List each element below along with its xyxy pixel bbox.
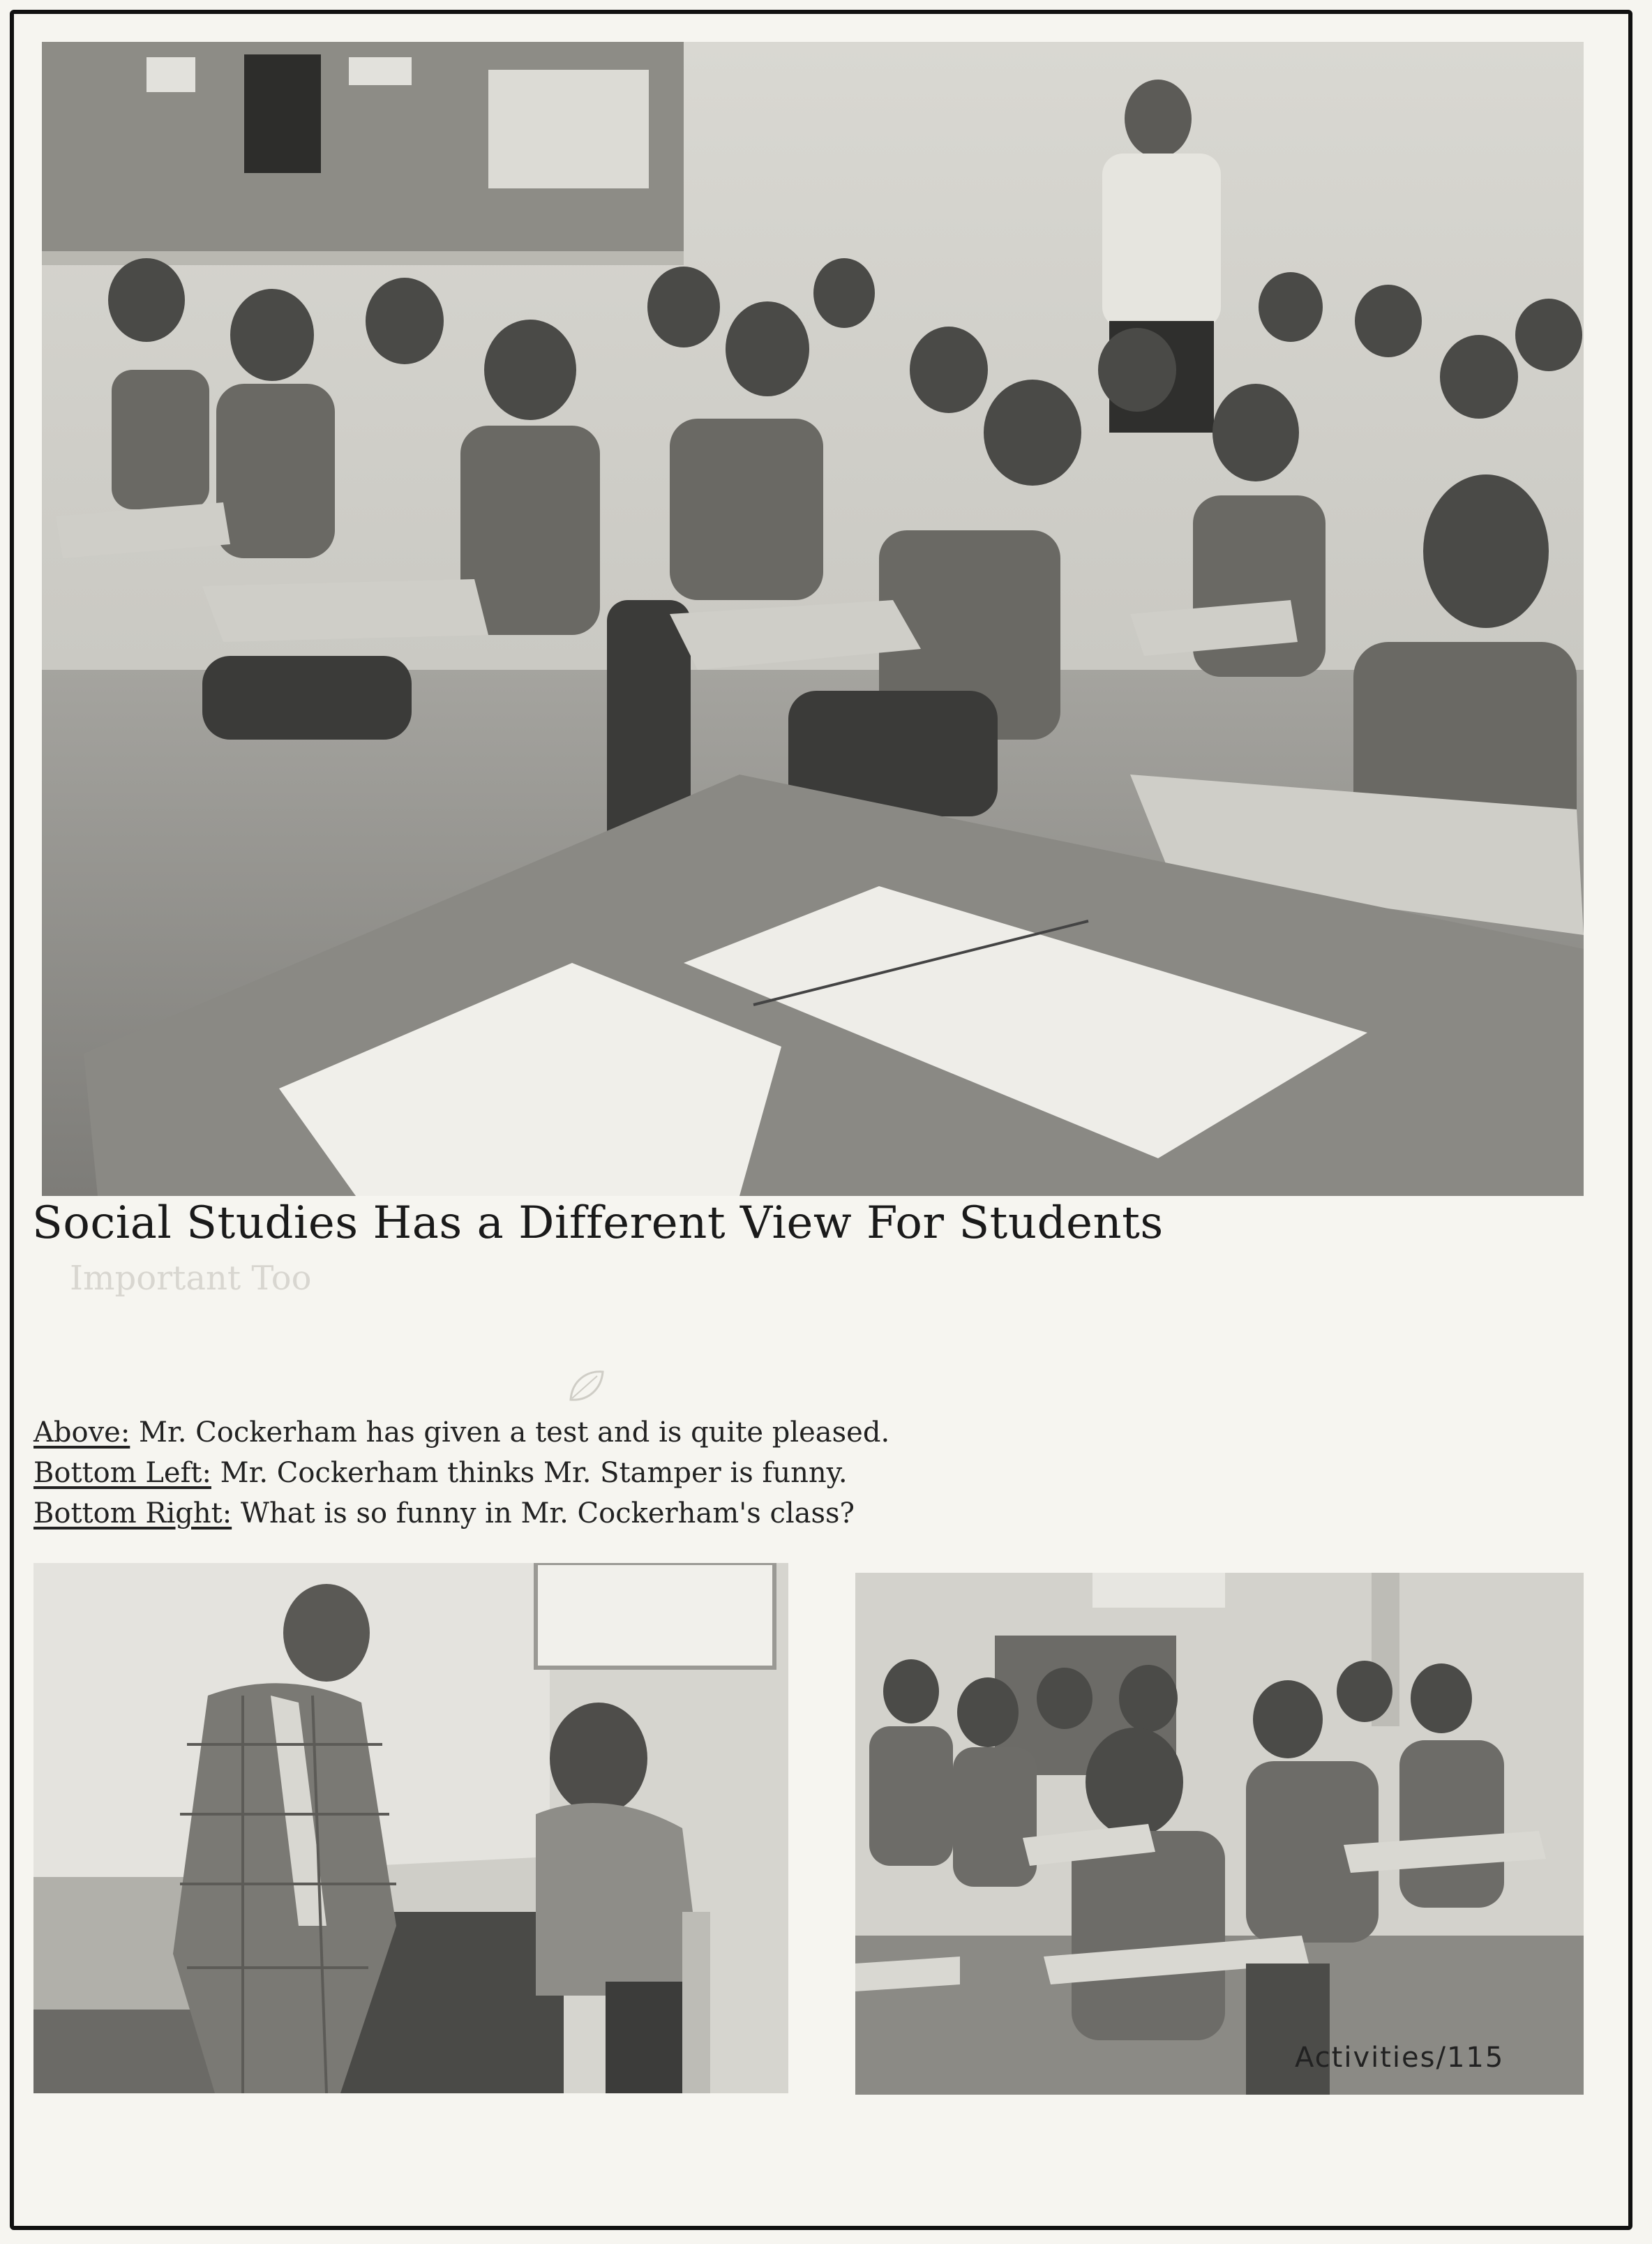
caption-bottom-right — [33, 1493, 889, 1534]
photo-classroom-test — [42, 42, 1584, 1196]
caption-bottom-left — [33, 1453, 889, 1493]
leaf-icon — [566, 1368, 606, 1404]
page-headline: Social Studies Has a Different View For Students — [32, 1197, 1164, 1249]
caption-above — [33, 1412, 889, 1453]
caption-text: What is so funny in Mr. Cockerham's class? — [232, 1497, 855, 1529]
caption-label: Above: — [33, 1416, 130, 1449]
caption-text: Mr. Cockerham has given a test and is quite pleased. — [130, 1416, 890, 1449]
page-folio: Activities/115 — [1295, 2042, 1505, 2074]
photo-teachers-desk — [33, 1563, 788, 2093]
caption-label: Bottom Right: — [33, 1497, 232, 1529]
photo-captions — [33, 1412, 889, 1534]
show-through-text: Important Too — [70, 1259, 312, 1298]
caption-text: Mr. Cockerham thinks Mr. Stamper is funny. — [211, 1457, 848, 1489]
caption-label: Bottom Left: — [33, 1457, 211, 1489]
photo-class-laughing — [855, 1573, 1584, 2095]
